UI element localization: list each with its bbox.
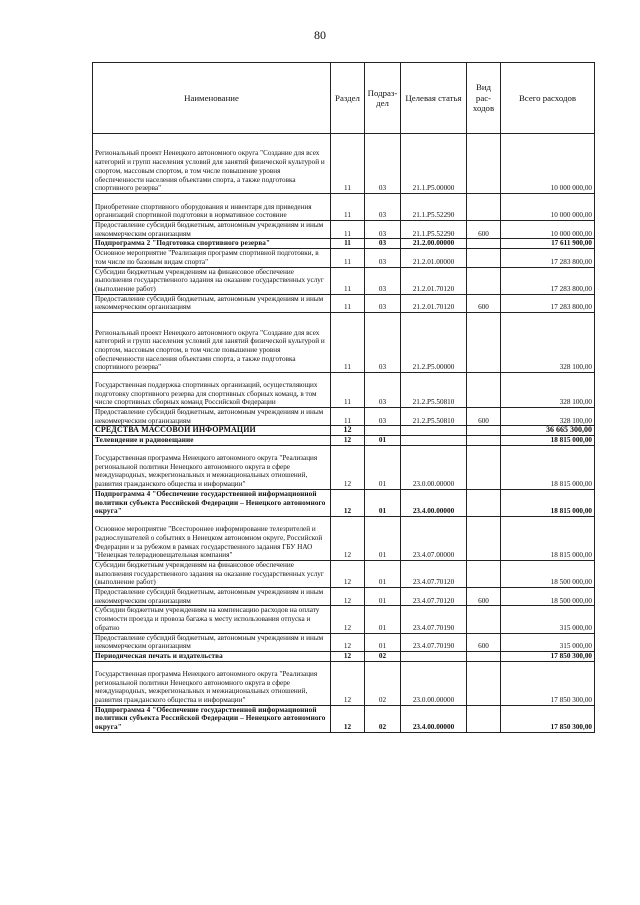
row-subsection: 03: [365, 408, 401, 426]
row-name: Подпрограмма 4 "Обеспечение государственной информационной политики субъекта Российской Федерации – Ненецкого автономного округа": [93, 489, 331, 516]
row-section: 11: [331, 221, 365, 239]
table-row: [93, 705, 595, 732]
row-subsection: 02: [365, 651, 401, 661]
row-subsection: 03: [365, 294, 401, 312]
row-type: [467, 661, 501, 705]
row-name: Государственная поддержка спортивных организаций, осуществляющих подготовку спортивного резерва для спортивных сборных команд, в том числе спортивных сборных команд Российской Федерации: [93, 373, 331, 408]
row-name: Телевидение и радиовещание: [93, 436, 331, 446]
row-subsection: 01: [365, 489, 401, 516]
row-section: 12: [331, 436, 365, 446]
table-row: [93, 134, 595, 194]
row-type: [467, 194, 501, 221]
row-section: 12: [331, 651, 365, 661]
row-target: 21.1.Р5.00000: [401, 134, 467, 194]
row-subsection: 01: [365, 436, 401, 446]
row-total: 17 611 900,00: [501, 239, 595, 249]
row-section: 11: [331, 408, 365, 426]
row-name: Приобретение спортивного оборудования и инвентаря для приведения организаций спортивной подготовки в нормативное состояние: [93, 194, 331, 221]
row-name: Предоставление субсидий бюджетным, автономным учреждениям и иным некоммерческим организациям: [93, 633, 331, 651]
table-row: [93, 249, 595, 267]
row-type: [467, 436, 501, 446]
table-row: [93, 606, 595, 633]
row-section: 11: [331, 194, 365, 221]
table-row: [93, 588, 595, 606]
row-name: Субсидии бюджетным учреждениям на финансовое обеспечение выполнения государственного задания на оказание государственных услуг (выполнение работ): [93, 560, 331, 587]
table-row: [93, 408, 595, 426]
row-subsection: 03: [365, 194, 401, 221]
row-target: 23.0.00.00000: [401, 661, 467, 705]
row-section: 11: [331, 373, 365, 408]
row-type: [467, 560, 501, 587]
row-section: 12: [331, 633, 365, 651]
row-name: Основное мероприятие "Всестороннее информирование телезрителей и радиослушателей о событиях в Ненецком автономном округе, Российской Федерации и за рубежом в рамках государственного задания ГБУ НАО "Ненецкая телерадиовещательная компания": [93, 516, 331, 560]
table-body: [93, 134, 595, 733]
row-total: 36 665 300,00: [501, 426, 595, 436]
row-total: 17 283 800,00: [501, 267, 595, 294]
row-section: 11: [331, 249, 365, 267]
table-row: [93, 661, 595, 705]
row-name: Периодическая печать и издательства: [93, 651, 331, 661]
row-target: 21.2.01.00000: [401, 249, 467, 267]
table-row: [93, 633, 595, 651]
table-row: [93, 436, 595, 446]
table-row: [93, 489, 595, 516]
page-number: 80: [314, 28, 326, 42]
row-type: 600: [467, 294, 501, 312]
row-type: [467, 373, 501, 408]
row-target: 21.1.Р5.52290: [401, 194, 467, 221]
table-row: [93, 516, 595, 560]
row-name: Предоставление субсидий бюджетным, автономным учреждениям и иным некоммерческим организациям: [93, 408, 331, 426]
row-target: 23.4.07.70120: [401, 588, 467, 606]
row-type: [467, 249, 501, 267]
row-section: 11: [331, 267, 365, 294]
row-type: [467, 239, 501, 249]
row-total: 17 283 800,00: [501, 249, 595, 267]
row-type: [467, 134, 501, 194]
row-type: [467, 313, 501, 373]
row-type: 600: [467, 588, 501, 606]
row-name: Предоставление субсидий бюджетным, автономным учреждениям и иным некоммерческим организациям: [93, 294, 331, 312]
row-total: 10 000 000,00: [501, 194, 595, 221]
row-total: 10 000 000,00: [501, 221, 595, 239]
table-row: [93, 651, 595, 661]
column-header-total: Всего расходов: [501, 63, 595, 134]
row-total: 18 815 000,00: [501, 516, 595, 560]
row-subsection: 01: [365, 560, 401, 587]
row-subsection: 03: [365, 249, 401, 267]
row-target: 23.4.07.70120: [401, 560, 467, 587]
row-total: 10 000 000,00: [501, 134, 595, 194]
column-header-subsection: Подраз-дел: [365, 63, 401, 134]
row-name: Подпрограмма 2 "Подготовка спортивного резерва": [93, 239, 331, 249]
row-subsection: 01: [365, 516, 401, 560]
row-total: 18 815 000,00: [501, 489, 595, 516]
row-target: 23.4.07.70190: [401, 633, 467, 651]
row-subsection: [365, 426, 401, 436]
row-total: 17 283 800,00: [501, 294, 595, 312]
row-subsection: 03: [365, 239, 401, 249]
row-target: 21.2.00.00000: [401, 239, 467, 249]
column-header-name: Наименование: [93, 63, 331, 134]
table-row: [93, 313, 595, 373]
row-type: 600: [467, 221, 501, 239]
row-subsection: 03: [365, 267, 401, 294]
row-total: 17 850 300,00: [501, 651, 595, 661]
row-target: [401, 426, 467, 436]
row-target: 21.2.Р5.50810: [401, 373, 467, 408]
row-name: Предоставление субсидий бюджетным, автономным учреждениям и иным некоммерческим организациям: [93, 588, 331, 606]
row-type: 600: [467, 408, 501, 426]
row-section: 12: [331, 606, 365, 633]
row-type: [467, 705, 501, 732]
table-row: [93, 426, 595, 436]
row-section: 11: [331, 134, 365, 194]
row-subsection: 01: [365, 445, 401, 489]
row-section: 12: [331, 426, 365, 436]
row-section: 12: [331, 516, 365, 560]
row-total: 328 100,00: [501, 313, 595, 373]
row-name: Основное мероприятие "Реализация программ спортивной подготовки, в том числе по базовым видам спорта": [93, 249, 331, 267]
row-subsection: 03: [365, 134, 401, 194]
row-total: 315 000,00: [501, 606, 595, 633]
row-section: 12: [331, 705, 365, 732]
table-header-row: [93, 63, 595, 134]
row-section: 11: [331, 313, 365, 373]
row-section: 12: [331, 445, 365, 489]
row-total: 315 000,00: [501, 633, 595, 651]
row-name: Субсидии бюджетным учреждениям на финансовое обеспечение выполнения государственного задания на оказание государственных услуг (выполнение работ): [93, 267, 331, 294]
row-subsection: 03: [365, 221, 401, 239]
table-row: [93, 267, 595, 294]
row-type: [467, 267, 501, 294]
row-subsection: 03: [365, 313, 401, 373]
row-section: 11: [331, 239, 365, 249]
row-subsection: 01: [365, 606, 401, 633]
row-section: 12: [331, 560, 365, 587]
row-total: 17 850 300,00: [501, 705, 595, 732]
row-type: [467, 651, 501, 661]
row-type: [467, 489, 501, 516]
row-name: Государственная программа Ненецкого автономного округа "Реализация региональной политики Ненецкого автономного округа в сфере международных, межрегиональных и межнациональных отношений, развития гражданского общества и информации": [93, 445, 331, 489]
row-target: [401, 651, 467, 661]
row-target: 23.4.07.70190: [401, 606, 467, 633]
row-type: [467, 445, 501, 489]
row-total: 18 815 000,00: [501, 445, 595, 489]
row-target: 23.4.00.00000: [401, 705, 467, 732]
row-section: 11: [331, 294, 365, 312]
row-target: 23.4.07.00000: [401, 516, 467, 560]
row-type: [467, 426, 501, 436]
row-name: Государственная программа Ненецкого автономного округа "Реализация региональной политики Ненецкого автономного округа в сфере международных, межрегиональных и межнациональных отношений, развития гражданского общества и информации": [93, 661, 331, 705]
table-row: [93, 194, 595, 221]
row-type: 600: [467, 633, 501, 651]
row-name: Подпрограмма 4 "Обеспечение государственной информационной политики субъекта Российской Федерации – Ненецкого автономного округа": [93, 705, 331, 732]
row-section: 12: [331, 489, 365, 516]
table-row: [93, 560, 595, 587]
row-total: 18 500 000,00: [501, 560, 595, 587]
row-type: [467, 516, 501, 560]
column-header-target: Целевая статья: [401, 63, 467, 134]
row-total: 328 100,00: [501, 373, 595, 408]
table-row: [93, 445, 595, 489]
row-section: 12: [331, 661, 365, 705]
row-subsection: 01: [365, 588, 401, 606]
row-total: 18 815 000,00: [501, 436, 595, 446]
row-name: СРЕДСТВА МАССОВОЙ ИНФОРМАЦИИ: [93, 426, 331, 436]
table-row: [93, 294, 595, 312]
row-section: 12: [331, 588, 365, 606]
row-subsection: 01: [365, 633, 401, 651]
row-type: [467, 606, 501, 633]
row-target: 23.4.00.00000: [401, 489, 467, 516]
row-subsection: 02: [365, 661, 401, 705]
table-row: [93, 239, 595, 249]
row-subsection: 02: [365, 705, 401, 732]
row-name: Предоставление субсидий бюджетным, автономным учреждениям и иным некоммерческим организациям: [93, 221, 331, 239]
table-row: [93, 373, 595, 408]
column-header-section: Раздел: [331, 63, 365, 134]
row-target: 21.2.Р5.00000: [401, 313, 467, 373]
row-name: Региональный проект Ненецкого автономного округа "Создание для всех категорий и групп населения условий для занятий физической культурой и спортом, массовым спортом, в том числе повышение уровня обеспеченности населения объектами спорта, а также подготовка спортивного резерва": [93, 134, 331, 194]
row-total: 17 850 300,00: [501, 661, 595, 705]
row-total: 328 100,00: [501, 408, 595, 426]
table-row: [93, 221, 595, 239]
row-total: 18 500 000,00: [501, 588, 595, 606]
row-subsection: 03: [365, 373, 401, 408]
row-target: 21.2.Р5.50810: [401, 408, 467, 426]
row-target: 21.2.01.70120: [401, 294, 467, 312]
row-target: 21.1.Р5.52290: [401, 221, 467, 239]
row-target: 23.0.00.00000: [401, 445, 467, 489]
row-target: [401, 436, 467, 446]
row-name: Субсидии бюджетным учреждениям на компенсацию расходов на оплату стоимости проезда и провоза багажа к месту использования отпуска и обратно: [93, 606, 331, 633]
row-target: 21.2.01.70120: [401, 267, 467, 294]
row-name: Региональный проект Ненецкого автономного округа "Создание для всех категорий и групп населения условий для занятий физической культурой и спортом, массовым спортом, в том числе повышение уровня обеспеченности населения объектами спорта, а также подготовка спортивного резерва": [93, 313, 331, 373]
budget-table: [92, 62, 595, 733]
column-header-type: Вид рас-ходов: [467, 63, 501, 134]
